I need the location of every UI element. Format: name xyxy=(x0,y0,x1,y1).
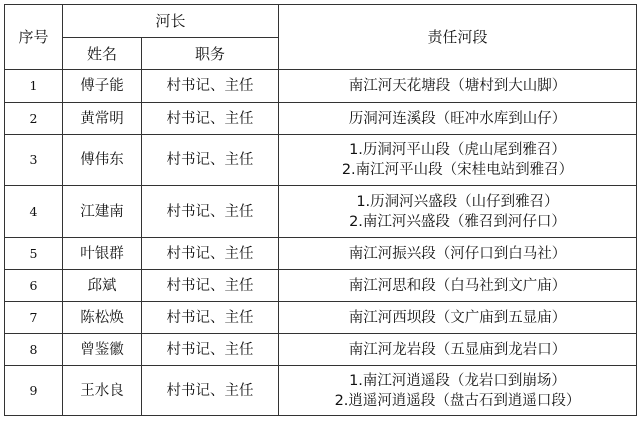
cell-role: 村书记、主任 xyxy=(142,302,279,334)
cell-role: 村书记、主任 xyxy=(142,135,279,186)
header-name: 姓名 xyxy=(63,38,142,70)
cell-section xyxy=(279,70,637,103)
cell-section xyxy=(279,103,637,135)
cell-role: 村书记、主任 xyxy=(142,186,279,238)
cell-name: 黄常明 xyxy=(63,103,142,135)
cell-role: 村书记、主任 xyxy=(142,238,279,270)
cell-section xyxy=(279,302,637,334)
header-row-top xyxy=(5,5,637,38)
cell-name: 王水良 xyxy=(63,366,142,416)
section-line: 2.逍遥河逍遥段（盘古石到逍遥口段） xyxy=(334,392,581,409)
table-row xyxy=(5,70,637,103)
section-line: 2.南江河平山段（宋桂电站到雅召） xyxy=(341,162,574,178)
table-row xyxy=(5,238,637,270)
table-row xyxy=(5,334,637,366)
table-body xyxy=(5,70,637,416)
section-line: 1.历洞河平山段（虎山尾到雅召） xyxy=(349,142,566,158)
cell-section xyxy=(279,238,637,270)
table-row xyxy=(5,135,637,186)
cell-role: 村书记、主任 xyxy=(142,70,279,103)
table-row xyxy=(5,270,637,302)
cell-section xyxy=(279,366,637,416)
table-row xyxy=(5,366,637,416)
cell-name: 叶银群 xyxy=(63,238,142,270)
cell-seq: 7 xyxy=(5,302,63,334)
section-line: 南江河思和段（白马社到文广庙） xyxy=(348,277,567,294)
cell-name: 曾鉴徽 xyxy=(63,334,142,366)
section-line: 1.历洞河兴盛段（山仔到雅召） xyxy=(356,193,559,210)
cell-seq: 6 xyxy=(5,270,63,302)
section-line: 南江河西坝段（文广庙到五显庙） xyxy=(348,309,567,326)
cell-section xyxy=(279,186,637,238)
cell-role: 村书记、主任 xyxy=(142,366,279,416)
table-row xyxy=(5,103,637,135)
section-line: 南江河天花塘段（塘村到大山脚） xyxy=(348,78,567,94)
cell-section xyxy=(279,334,637,366)
river-chief-table xyxy=(4,4,637,416)
cell-role: 村书记、主任 xyxy=(142,270,279,302)
cell-name: 邱斌 xyxy=(63,270,142,302)
cell-seq: 2 xyxy=(5,103,63,135)
table-row xyxy=(5,302,637,334)
cell-seq: 4 xyxy=(5,186,63,238)
header-seq: 序号 xyxy=(5,5,63,70)
cell-seq: 1 xyxy=(5,70,63,103)
cell-name: 江建南 xyxy=(63,186,142,238)
cell-name: 傅子能 xyxy=(63,70,142,103)
cell-section xyxy=(279,270,637,302)
section-line: 历洞河连溪段（旺冲水库到山仔） xyxy=(348,110,567,127)
cell-name: 陈松焕 xyxy=(63,302,142,334)
header-role: 职务 xyxy=(142,38,279,70)
cell-seq: 8 xyxy=(5,334,63,366)
section-line: 2.南江河兴盛段（雅召到河仔口） xyxy=(349,213,566,230)
section-line: 1.南江河逍遥段（龙岩口到崩场） xyxy=(349,372,566,389)
header-section: 责任河段 xyxy=(279,5,637,70)
section-line: 南江河振兴段（河仔口到白马社） xyxy=(348,245,567,262)
section-line: 南江河龙岩段（五显庙到龙岩口） xyxy=(348,341,567,358)
cell-role: 村书记、主任 xyxy=(142,103,279,135)
cell-seq: 9 xyxy=(5,366,63,416)
cell-section xyxy=(279,135,637,186)
header-river-chief: 河长 xyxy=(63,5,279,38)
river-chief-table-container xyxy=(4,4,637,416)
cell-seq: 5 xyxy=(5,238,63,270)
cell-role: 村书记、主任 xyxy=(142,334,279,366)
table-row xyxy=(5,186,637,238)
cell-name: 傅伟东 xyxy=(63,135,142,186)
cell-seq: 3 xyxy=(5,135,63,186)
